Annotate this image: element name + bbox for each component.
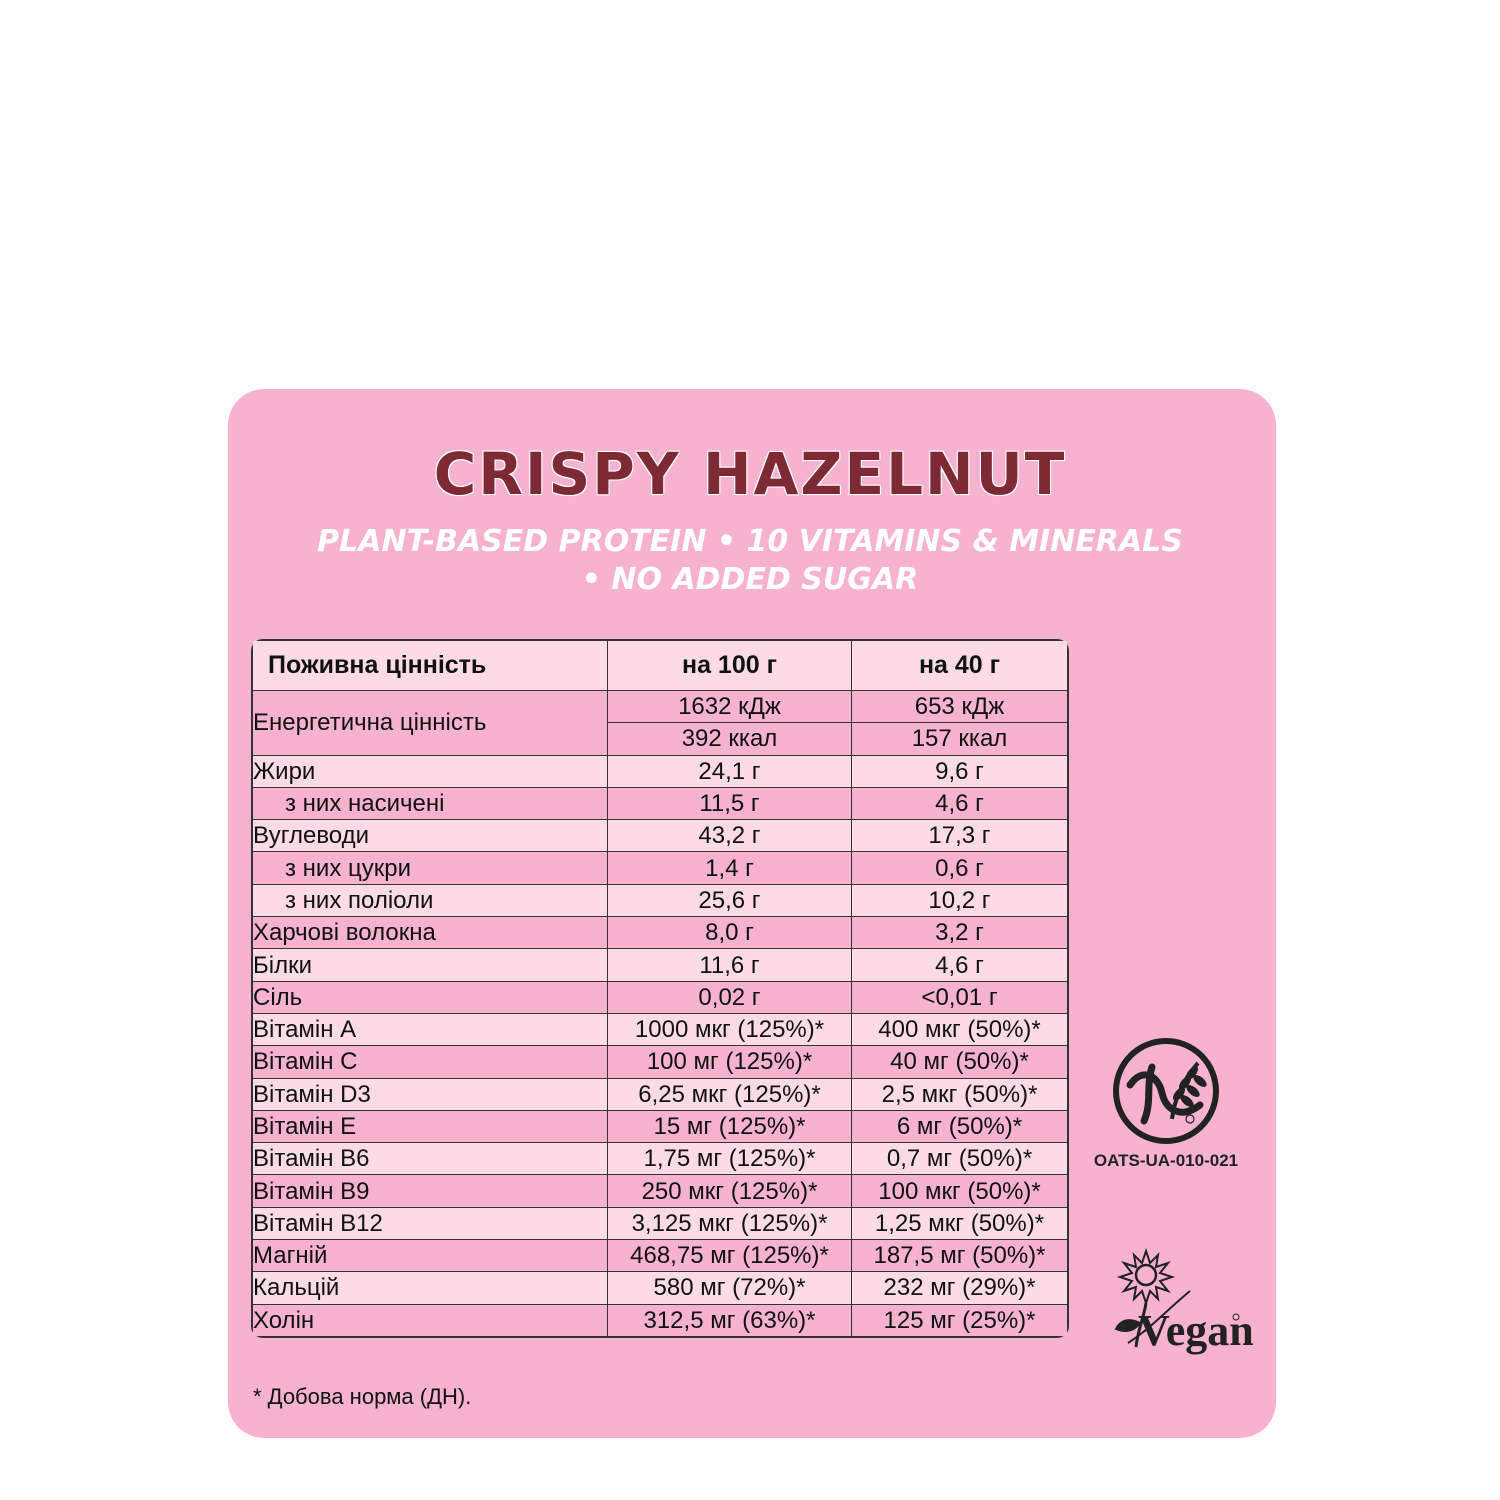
nutrient-label: з них поліоли bbox=[253, 885, 608, 917]
table-row bbox=[253, 852, 1067, 884]
energy-label: Енергетична цінність bbox=[253, 691, 608, 756]
energy-kj-40: 653 кДж bbox=[852, 691, 1067, 723]
value-per-40g: 10,2 г bbox=[852, 885, 1067, 917]
product-subtitle-line1: PLANT-BASED PROTEIN • 10 VITAMINS & MINERALS bbox=[317, 524, 1183, 559]
table-row bbox=[253, 1175, 1067, 1207]
value-per-40g: 187,5 мг (50%)* bbox=[852, 1240, 1067, 1272]
energy-kcal-40: 157 ккал bbox=[852, 723, 1067, 755]
value-per-40g: 0,7 мг (50%)* bbox=[852, 1143, 1067, 1175]
nutrient-label: Вітамін D3 bbox=[253, 1079, 608, 1111]
value-per-40g: 4,6 г bbox=[852, 949, 1067, 981]
header-per-100g: на 100 г bbox=[608, 641, 852, 691]
energy-kj-100: 1632 кДж bbox=[608, 691, 852, 723]
value-per-40g: 125 мг (25%)* bbox=[852, 1305, 1067, 1336]
table-row bbox=[253, 1305, 1067, 1336]
table-row-energy-kj bbox=[253, 691, 1067, 723]
value-per-100g: 11,6 г bbox=[608, 949, 852, 981]
gluten-free-code: OATS-UA-010-021 bbox=[1093, 1151, 1239, 1170]
nutrient-label: Вітамін С bbox=[253, 1046, 608, 1078]
footnote: * Добова норма (ДН). bbox=[253, 1384, 472, 1409]
nutrition-table bbox=[251, 639, 1069, 1338]
table-row bbox=[253, 917, 1067, 949]
nutrient-label: Вітамін В12 bbox=[253, 1208, 608, 1240]
value-per-40g: 6 мг (50%)* bbox=[852, 1111, 1067, 1143]
value-per-100g: 468,75 мг (125%)* bbox=[608, 1240, 852, 1272]
value-per-40g: 0,6 г bbox=[852, 852, 1067, 884]
value-per-100g: 580 мг (72%)* bbox=[608, 1272, 852, 1304]
nutrient-label: Харчові волокна bbox=[253, 917, 608, 949]
value-per-100g: 3,125 мкг (125%)* bbox=[608, 1208, 852, 1240]
table-row bbox=[253, 1046, 1067, 1078]
value-per-100g: 8,0 г bbox=[608, 917, 852, 949]
table-row bbox=[253, 756, 1067, 788]
value-per-100g: 24,1 г bbox=[608, 756, 852, 788]
header-per-40g: на 40 г bbox=[852, 641, 1067, 691]
nutrient-label: Вуглеводи bbox=[253, 820, 608, 852]
value-per-100g: 250 мкг (125%)* bbox=[608, 1175, 852, 1207]
value-per-40g: 17,3 г bbox=[852, 820, 1067, 852]
nutrient-label: Жири bbox=[253, 756, 608, 788]
value-per-100g: 100 мг (125%)* bbox=[608, 1046, 852, 1078]
value-per-100g: 0,02 г bbox=[608, 982, 852, 1014]
table-row bbox=[253, 1079, 1067, 1111]
product-title: CRISPY HAZELNUT bbox=[433, 440, 1067, 508]
nutrient-label: Магній bbox=[253, 1240, 608, 1272]
table-row bbox=[253, 1240, 1067, 1272]
value-per-100g: 312,5 мг (63%)* bbox=[608, 1305, 852, 1336]
table-row bbox=[253, 820, 1067, 852]
value-per-40g: 1,25 мкг (50%)* bbox=[852, 1208, 1067, 1240]
value-per-100g: 6,25 мкг (125%)* bbox=[608, 1079, 852, 1111]
nutrient-label: Білки bbox=[253, 949, 608, 981]
nutrient-label: Сіль bbox=[253, 982, 608, 1014]
table-row bbox=[253, 1014, 1067, 1046]
nutrient-label: Вітамін Е bbox=[253, 1111, 608, 1143]
energy-kcal-100: 392 ккал bbox=[608, 723, 852, 755]
value-per-100g: 43,2 г bbox=[608, 820, 852, 852]
product-subtitle-line2: • NO ADDED SUGAR bbox=[581, 562, 919, 597]
table-row bbox=[253, 1111, 1067, 1143]
value-per-40g: 3,2 г bbox=[852, 917, 1067, 949]
value-per-40g: 9,6 г bbox=[852, 756, 1067, 788]
header-nutrient: Поживна цінність bbox=[253, 641, 608, 691]
nutrient-label: Вітамін В9 bbox=[253, 1175, 608, 1207]
nutrient-label: з них цукри bbox=[253, 852, 608, 884]
value-per-100g: 11,5 г bbox=[608, 788, 852, 820]
table-row bbox=[253, 885, 1067, 917]
nutrient-label: Кальцій bbox=[253, 1272, 608, 1304]
value-per-40g: 100 мкг (50%)* bbox=[852, 1175, 1067, 1207]
table-row bbox=[253, 982, 1067, 1014]
table-row bbox=[253, 949, 1067, 981]
value-per-40g: 40 мг (50%)* bbox=[852, 1046, 1067, 1078]
vegan-text: Vegan bbox=[1138, 1306, 1254, 1355]
nutrient-label: з них насичені bbox=[253, 788, 608, 820]
value-per-100g: 25,6 г bbox=[608, 885, 852, 917]
crossed-grain-icon bbox=[1112, 1037, 1220, 1145]
table-row bbox=[253, 1208, 1067, 1240]
value-per-40g: <0,01 г bbox=[852, 982, 1067, 1014]
value-per-40g: 2,5 мкг (50%)* bbox=[852, 1079, 1067, 1111]
value-per-100g: 1000 мкг (125%)* bbox=[608, 1014, 852, 1046]
nutrient-label: Вітамін А bbox=[253, 1014, 608, 1046]
value-per-100g: 1,4 г bbox=[608, 852, 852, 884]
nutrient-label: Холін bbox=[253, 1305, 608, 1336]
table-row bbox=[253, 1143, 1067, 1175]
vegan-sunflower-icon bbox=[1090, 1237, 1254, 1359]
table-row bbox=[253, 1272, 1067, 1304]
value-per-100g: 15 мг (125%)* bbox=[608, 1111, 852, 1143]
value-per-40g: 4,6 г bbox=[852, 788, 1067, 820]
table-row bbox=[253, 788, 1067, 820]
value-per-40g: 400 мкг (50%)* bbox=[852, 1014, 1067, 1046]
value-per-100g: 1,75 мг (125%)* bbox=[608, 1143, 852, 1175]
nutrient-label: Вітамін В6 bbox=[253, 1143, 608, 1175]
value-per-40g: 232 мг (29%)* bbox=[852, 1272, 1067, 1304]
